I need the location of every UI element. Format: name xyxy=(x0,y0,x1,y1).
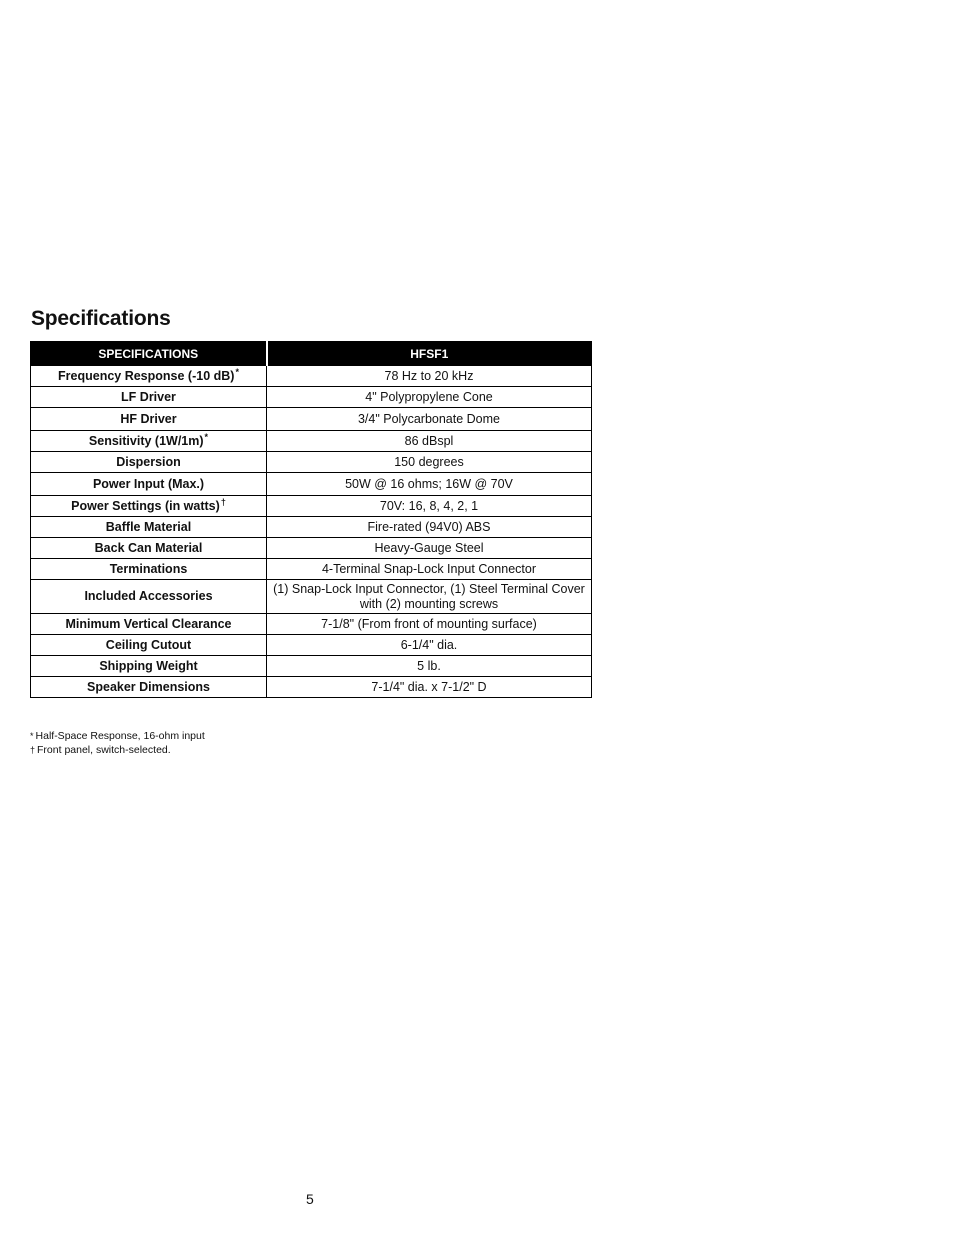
footnote-mark: † xyxy=(220,496,226,507)
spec-value: 50W @ 16 ohms; 16W @ 70V xyxy=(267,473,592,496)
table-row xyxy=(31,387,592,408)
footnotes xyxy=(30,729,205,757)
table-header-row xyxy=(31,342,592,366)
spec-label-text: LF Driver xyxy=(121,389,176,404)
spec-label xyxy=(31,559,267,580)
spec-label-text: Dispersion xyxy=(116,454,181,469)
spec-value: Fire-rated (94V0) ABS xyxy=(267,517,592,538)
table-row xyxy=(31,408,592,431)
spec-value: 78 Hz to 20 kHz xyxy=(267,366,592,387)
spec-label-text: Minimum Vertical Clearance xyxy=(65,616,232,631)
spec-label xyxy=(31,538,267,559)
spec-label-text: Included Accessories xyxy=(84,589,213,603)
table-row xyxy=(31,473,592,496)
spec-label xyxy=(31,677,267,698)
spec-value: 5 lb. xyxy=(267,656,592,677)
spec-label-text: Baffle Material xyxy=(105,519,192,534)
spec-label-text: Speaker Dimensions xyxy=(87,679,210,694)
spec-label xyxy=(31,517,267,538)
spec-value: 4-Terminal Snap-Lock Input Connector xyxy=(267,559,592,580)
table-row xyxy=(31,635,592,656)
table-row xyxy=(31,559,592,580)
spec-label xyxy=(31,614,267,635)
spec-label xyxy=(31,496,267,517)
spec-label xyxy=(31,408,267,431)
spec-label xyxy=(31,431,267,452)
spec-value: 7-1/8" (From front of mounting surface) xyxy=(267,614,592,635)
spec-value: 4" Polypropylene Cone xyxy=(267,387,592,408)
footnote-mark: * xyxy=(204,431,209,442)
table-row xyxy=(31,452,592,473)
spec-label-text: Sensitivity (1W/1m) xyxy=(88,433,204,448)
spec-label-text: Power Input (Max.) xyxy=(92,476,205,491)
spec-label-text: Back Can Material xyxy=(94,540,203,555)
table-row xyxy=(31,496,592,517)
footnote-text: Half-Space Response, 16-ohm input xyxy=(35,730,205,742)
spec-label xyxy=(31,635,267,656)
page-number: 5 xyxy=(306,1191,314,1207)
spec-label-text: Terminations xyxy=(109,561,188,576)
table-row xyxy=(31,677,592,698)
footnote xyxy=(30,729,205,743)
footnote-symbol: * xyxy=(30,731,34,741)
header-specifications: SPECIFICATIONS xyxy=(31,342,267,366)
spec-label xyxy=(31,387,267,408)
spec-label xyxy=(31,473,267,496)
spec-label-text: HF Driver xyxy=(120,411,177,426)
spec-label-text: Ceiling Cutout xyxy=(105,637,192,652)
table-row xyxy=(31,517,592,538)
spec-value: 3/4" Polycarbonate Dome xyxy=(267,408,592,431)
table-row xyxy=(31,366,592,387)
spec-label-text: Shipping Weight xyxy=(99,658,198,673)
spec-label-text: Frequency Response (-10 dB) xyxy=(58,368,235,383)
footnote xyxy=(30,743,205,757)
spec-label xyxy=(31,656,267,677)
footnote-symbol: † xyxy=(30,745,36,755)
table-row xyxy=(31,614,592,635)
spec-value: 6-1/4" dia. xyxy=(267,635,592,656)
table-row xyxy=(31,580,592,614)
spec-label xyxy=(31,452,267,473)
spec-value: (1) Snap-Lock Input Connector, (1) Steel Terminal Cover with (2) mounting screws xyxy=(267,580,592,614)
spec-value: 70V: 16, 8, 4, 2, 1 xyxy=(267,496,592,517)
spec-value: 150 degrees xyxy=(267,452,592,473)
footnote-mark: * xyxy=(235,366,239,377)
header-model: HFSF1 xyxy=(267,342,592,366)
spec-label xyxy=(31,366,267,387)
spec-value: Heavy-Gauge Steel xyxy=(267,538,592,559)
table-row xyxy=(31,538,592,559)
spec-value: 86 dBspl xyxy=(267,431,592,452)
footnote-text: Front panel, switch-selected. xyxy=(37,744,171,756)
spec-label xyxy=(31,580,267,614)
spec-label-text: Power Settings (in watts) xyxy=(71,498,220,513)
table-row xyxy=(31,656,592,677)
spec-value: 7-1/4" dia. x 7-1/2" D xyxy=(267,677,592,698)
table-row xyxy=(31,431,592,452)
specifications-table xyxy=(30,341,592,698)
page-title: Specifications xyxy=(31,307,171,330)
